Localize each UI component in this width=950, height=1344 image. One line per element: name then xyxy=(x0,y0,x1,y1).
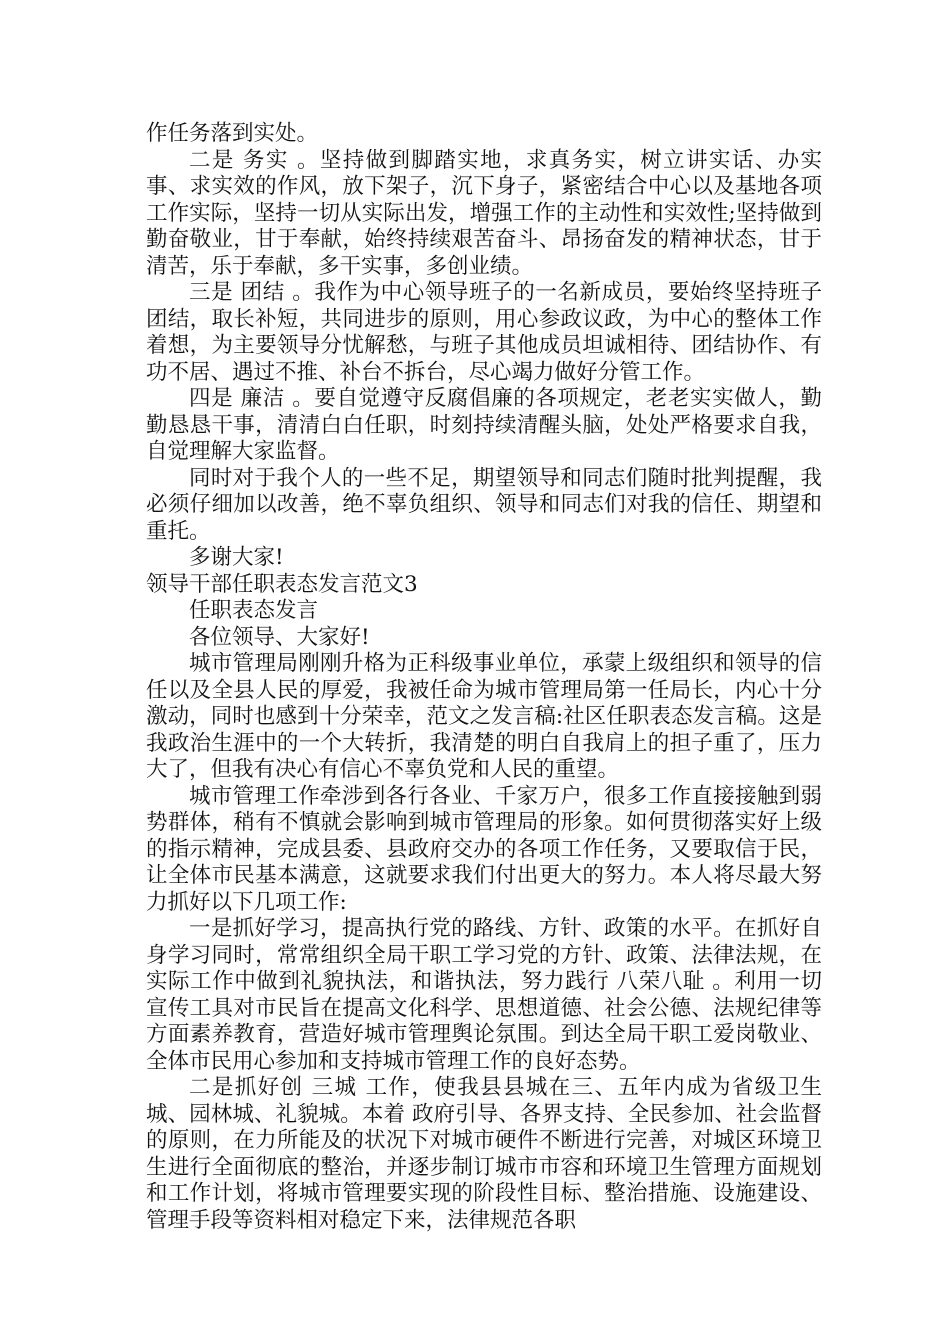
paragraph-continuation: 作任务落到实处。 xyxy=(146,121,319,146)
paragraph-appointment: 城市管理局刚刚升格为正科级事业单位，承蒙上级组织和领导的信任以及全县人民的厚爱，我被任命为城市管理局第一任局长，内心十分激动，同时也感到十分荣幸，范文之发言稿:社区任职表态发言稿。这是我政治生涯中的一个大转折，我清楚的明白自我肩上的担子重了，压力大了，但我有决心有信心不辜负党和人民的重望。 xyxy=(146,651,822,782)
paragraph-thanks: 多谢大家! xyxy=(189,545,284,570)
paragraph-point-three-cities: 二是抓好创 三城 工作，使我县县城在三、五年内成为省级卫生城、园林城、礼貌城。本着 政府引导、各界支持、全民参加、社会监督 的原则，在力所能及的状况下对城市硬件不断进行完善，对城区环境卫生进行全面彻底的整治，并逐步制订城市市容和环境卫生管理方面规划和工作计划，将城市管理要实现的阶段性目标、整治措施、设施建设、管理手段等资料相对稳定下来，法律规范各职 xyxy=(146,1075,822,1233)
paragraph-urban-management: 城市管理工作牵涉到各行各业、千家万户，很多工作直接接触到弱势群体，稍有不慎就会影响到城市管理局的形象。如何贯彻落实好上级的指示精神，完成县委、县政府交办的各项工作任务，又要取信于民，让全体市民基本满意，这就要求我们付出更大的努力。本人将尽最大努力抓好以下几项工作: xyxy=(146,783,822,915)
paragraph-point-study: 一是抓好学习，提高执行党的路线、方针、政策的水平。在抓好自身学习同时，常常组织全局干职工学习党的方针、政策、法律法规，在实际工作中做到礼貌执法，和谐执法，努力践行 八荣八耻 。利用一切宣传工具对市民旨在提高文化科学、思想道德、社会公德、法规纪律等方面素养教育，营造好城市管理舆论氛围。到达全局干职工爱岗敬业、全体市民用心参加和支持城市管理工作的良好态势。 xyxy=(146,916,822,1074)
paragraph-point-integrity: 四是 廉洁 。要自觉遵守反腐倡廉的各项规定，老老实实做人，勤勤恳恳干事，清清白白任职，时刻持续清醒头脑，处处严格要求自我，自觉理解大家监督。 xyxy=(146,386,822,464)
paragraph-shortcomings: 同时对于我个人的一些不足，期望领导和同志们随时批判提醒，我必须仔细加以改善，绝不辜负组织、领导和同志们对我的信任、期望和重托。 xyxy=(146,465,822,544)
paragraph-point-unity: 三是 团结 。我作为中心领导班子的一名新成员，要始终坚持班子团结，取长补短，共同进步的原则，用心参政议政，为中心的整体工作着想，为主要领导分忧解愁，与班子其他成员坦诚相待、团结协作、有功不居、遇过不推、补台不拆台，尽心竭力做好分管工作。 xyxy=(146,280,822,385)
paragraph-point-practical: 二是 务实 。坚持做到脚踏实地，求真务实，树立讲实话、办实事、求实效的作风，放下架子，沉下身子，紧密结合中心以及基地各项工作实际，坚持一切从实际出发，增强工作的主动性和实效性;坚持做到勤奋敬业，甘于奉献，始终持续艰苦奋斗、昂扬奋发的精神状态，甘于清苦，乐于奉献，多干实事，多创业绩。 xyxy=(146,147,822,279)
section-heading: 领导干部任职表态发言范文3 xyxy=(146,571,418,597)
document-body xyxy=(146,121,822,1234)
speech-title: 任职表态发言 xyxy=(189,598,319,623)
speech-greeting: 各位领导、大家好! xyxy=(189,624,370,650)
